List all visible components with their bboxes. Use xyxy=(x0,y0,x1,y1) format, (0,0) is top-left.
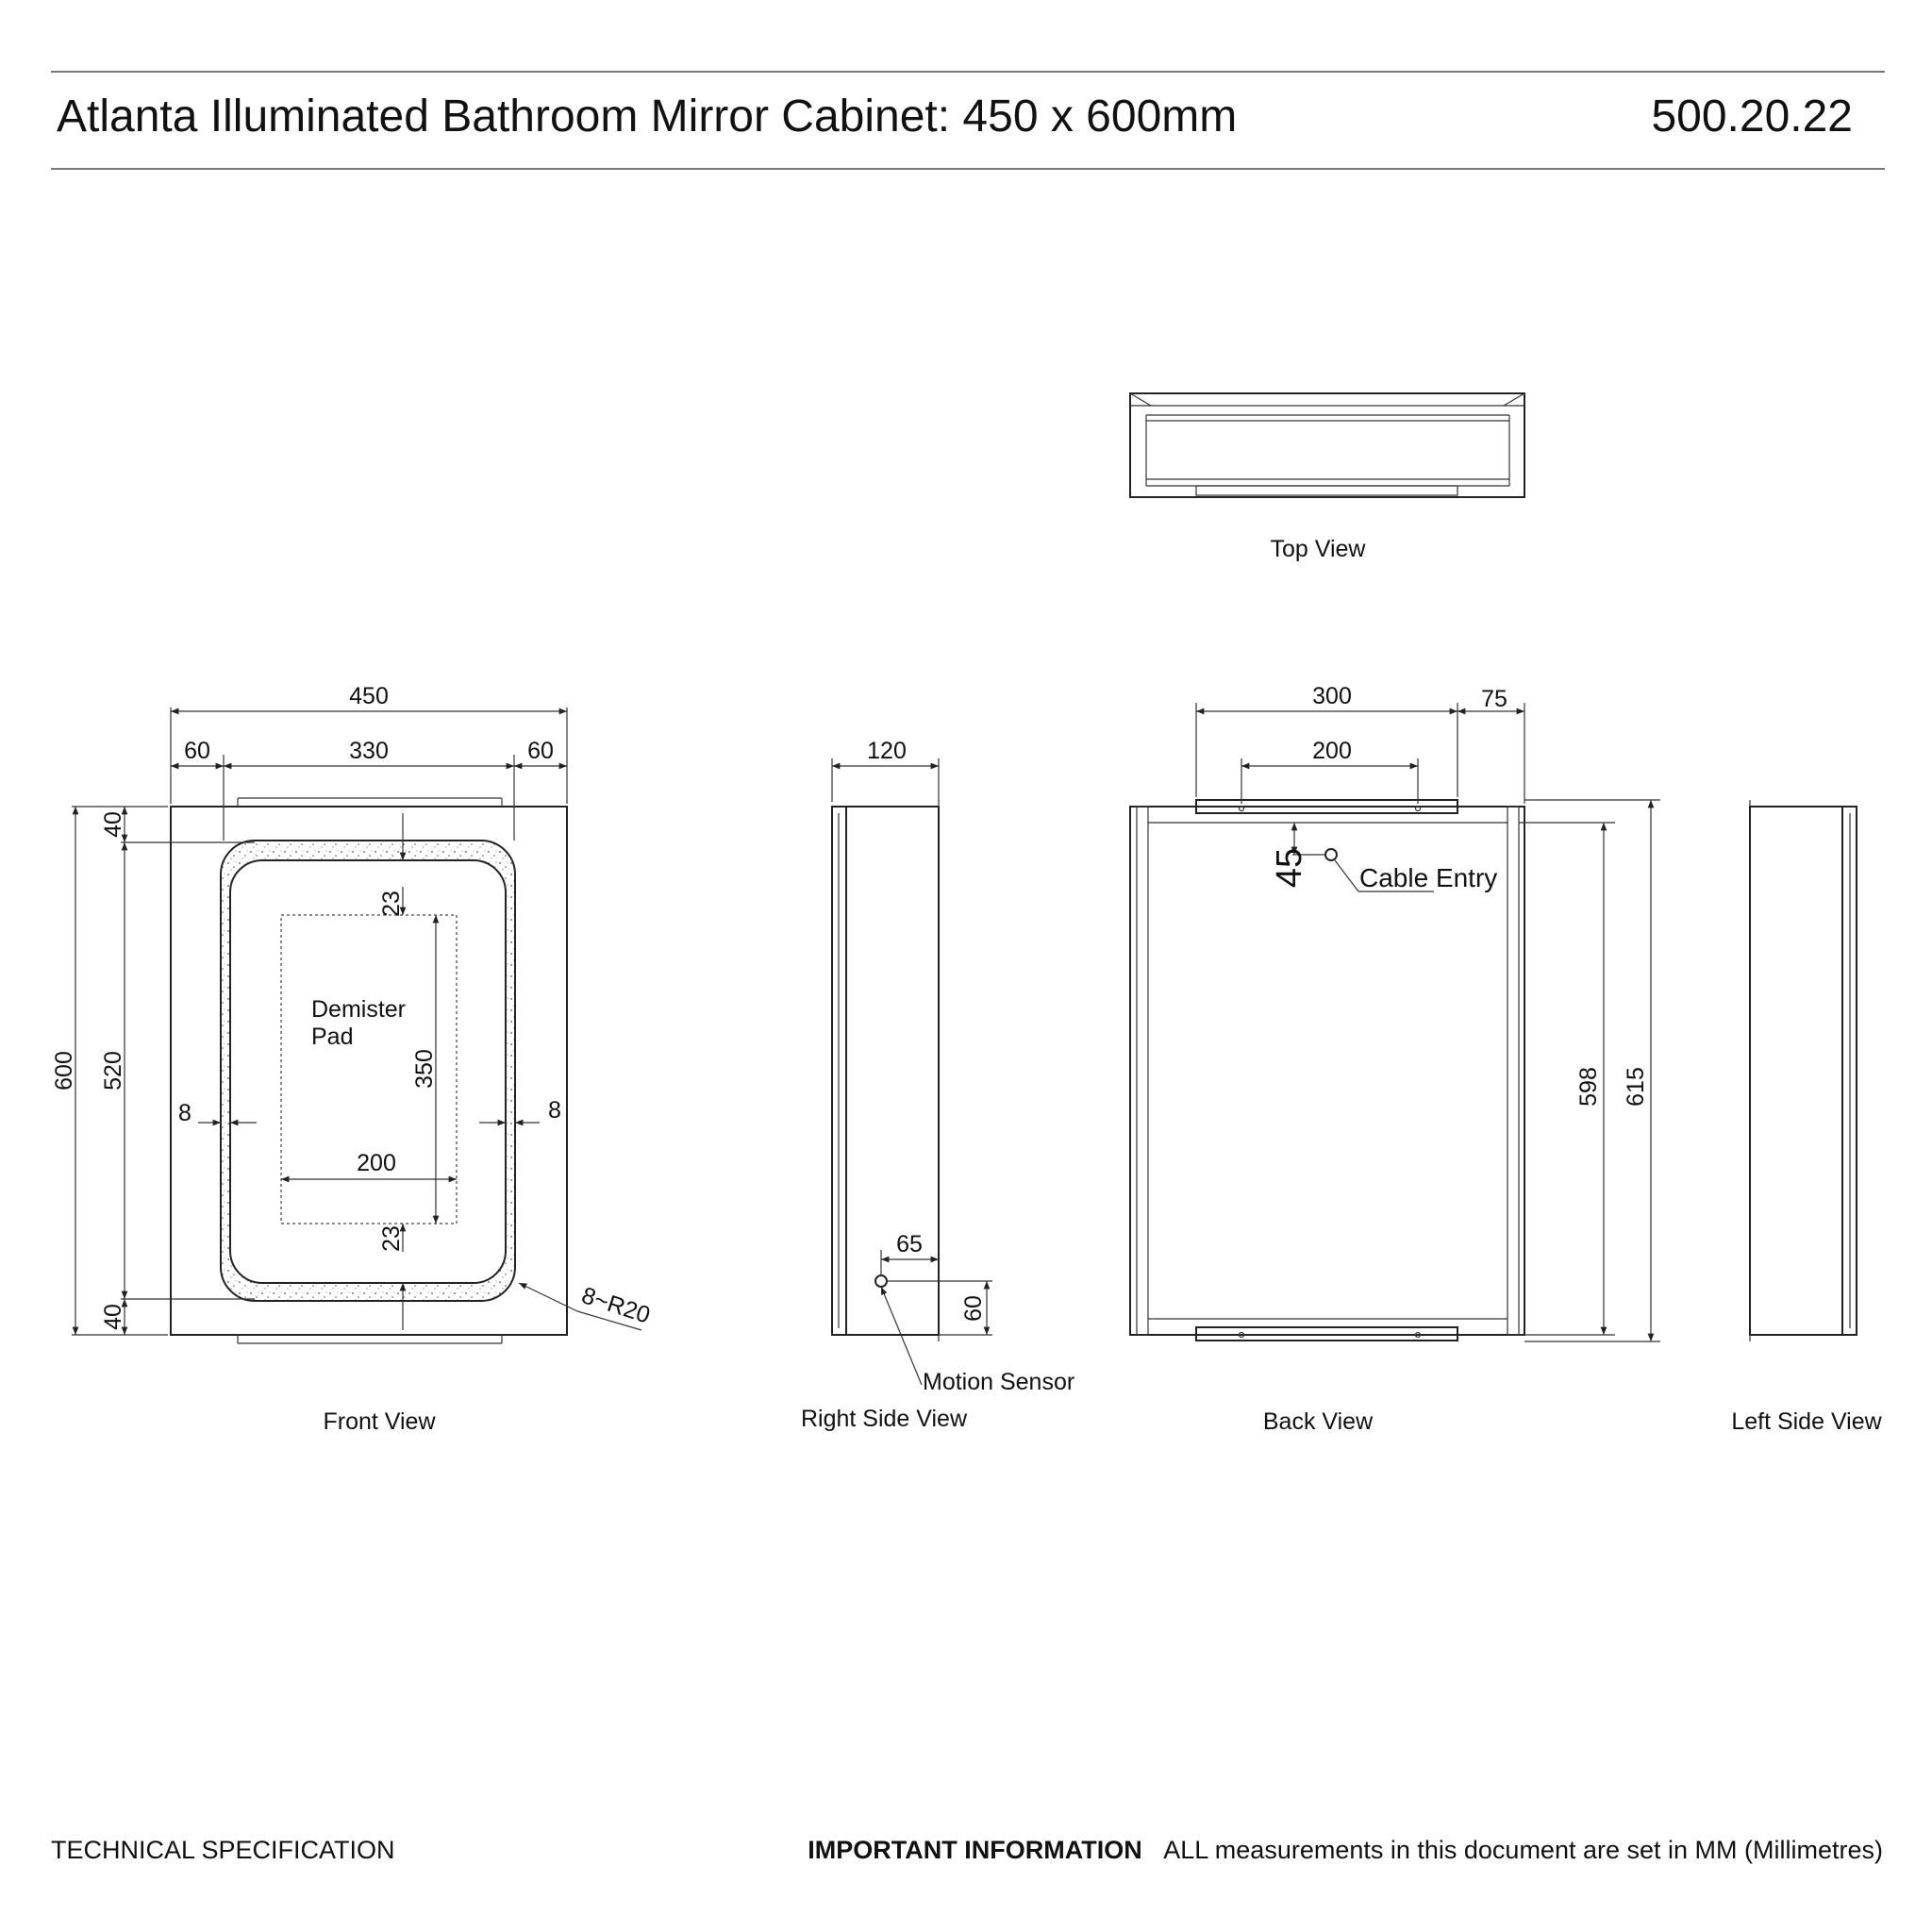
front-dim-pad-height: 350 xyxy=(411,1049,438,1089)
front-dim-pad-bottom-gap: 23 xyxy=(378,1225,405,1252)
cable-entry-label: Cable Entry xyxy=(1359,863,1498,892)
front-view-caption: Front View xyxy=(323,1408,436,1435)
right-side-view-caption: Right Side View xyxy=(800,1406,968,1432)
front-dim-corner-radius: 8~R20 xyxy=(578,1282,654,1329)
important-info-text: ALL measurements in this document are set in MM (Millimetres) xyxy=(1163,1836,1883,1864)
left-side-view-caption: Left Side View xyxy=(1731,1408,1882,1435)
front-dim-inner-width: 330 xyxy=(349,738,389,764)
back-dim-total-height: 615 xyxy=(1623,1067,1649,1107)
side-dim-depth: 120 xyxy=(867,738,907,764)
front-dim-pad-width: 200 xyxy=(357,1150,396,1176)
front-dim-pad-top-gap: 23 xyxy=(378,891,405,917)
back-view-caption: Back View xyxy=(1262,1408,1374,1435)
front-dim-led-left: 8 xyxy=(178,1100,192,1126)
important-info-label: IMPORTANT INFORMATION xyxy=(808,1836,1142,1864)
front-dim-margin-right: 60 xyxy=(527,738,554,764)
footer-technical-spec: TECHNICAL SPECIFICATION xyxy=(51,1836,395,1864)
top-view-caption: Top View xyxy=(1270,536,1366,562)
motion-sensor-label: Motion Sensor xyxy=(923,1369,1075,1395)
front-dim-bottom-margin: 40 xyxy=(100,1304,126,1330)
front-dim-height: 600 xyxy=(51,1051,77,1091)
side-dim-sensor-offset: 65 xyxy=(896,1231,923,1257)
page-title: Atlanta Illuminated Bathroom Mirror Cabinet: 450 x 600mm xyxy=(57,92,1238,142)
back-dim-bracket-offset: 75 xyxy=(1481,686,1507,712)
right-side-view xyxy=(801,738,1074,1432)
front-dim-width: 450 xyxy=(349,683,389,709)
top-view xyxy=(1130,393,1524,562)
demister-label-line2: Pad xyxy=(311,1024,354,1050)
back-dim-inner-height: 598 xyxy=(1575,1067,1602,1107)
left-side-view xyxy=(1731,800,1882,1435)
product-code: 500.20.22 xyxy=(1651,92,1853,142)
side-dim-sensor-height: 60 xyxy=(960,1295,987,1322)
front-dim-margin-left: 60 xyxy=(184,738,210,764)
demister-label-line1: Demister xyxy=(311,996,407,1023)
back-dim-hole-spacing: 200 xyxy=(1312,738,1352,764)
front-dim-top-margin: 40 xyxy=(100,811,126,838)
back-dim-bracket: 300 xyxy=(1312,683,1352,709)
back-view xyxy=(1130,683,1660,1435)
front-dim-inner-height: 520 xyxy=(100,1051,126,1091)
front-dim-led-right: 8 xyxy=(548,1097,561,1124)
footer-important-info xyxy=(808,1836,1883,1865)
back-dim-cable-offset: 45 xyxy=(1270,847,1309,889)
front-view xyxy=(51,683,654,1435)
